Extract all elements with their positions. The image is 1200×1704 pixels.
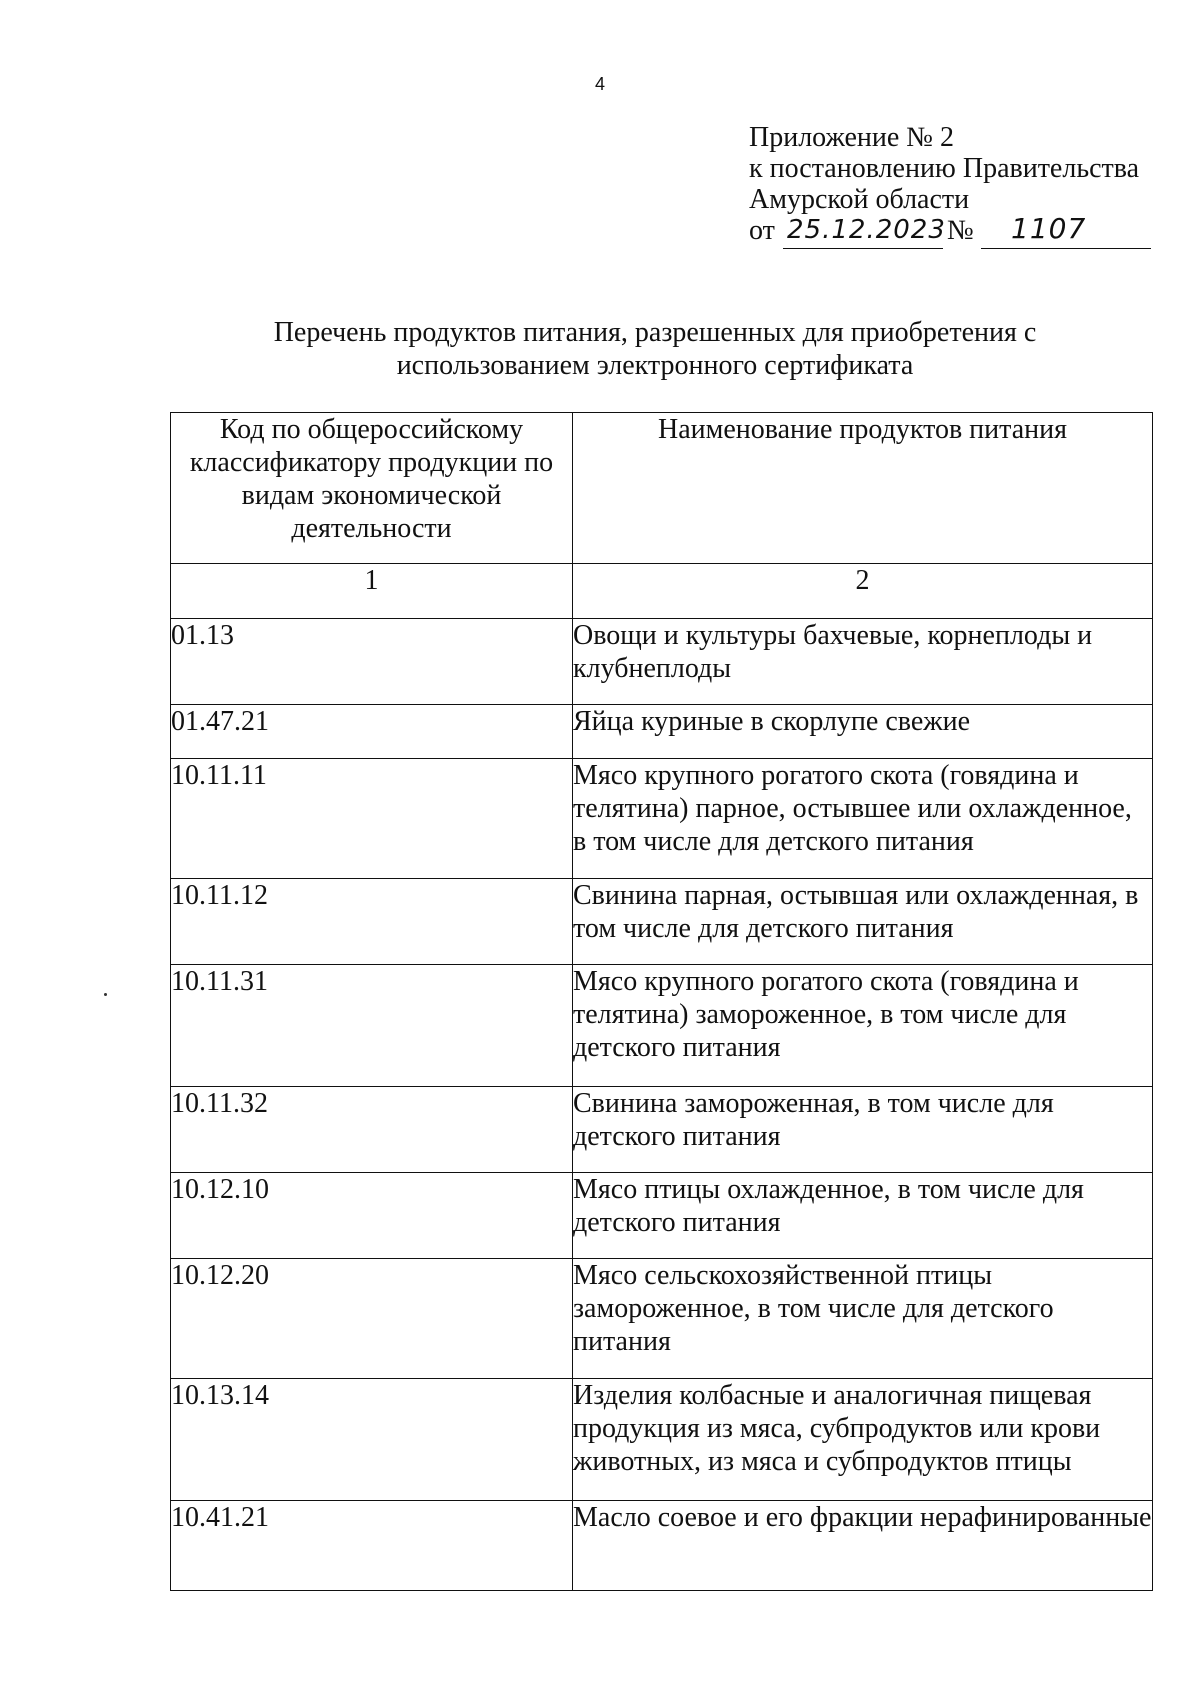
column-number-row [171, 564, 1153, 619]
document-title [200, 316, 1110, 382]
table-row [171, 1087, 1153, 1173]
table-row [171, 879, 1153, 965]
products-table [170, 412, 1153, 1591]
column-number-2: 2 [573, 564, 1153, 619]
handwritten-number: 1107 [1011, 212, 1087, 245]
appendix-date-number-row [749, 212, 1169, 255]
document-title-line-2: использованием электронного сертификата [396, 350, 914, 381]
table-header-row [171, 413, 1153, 564]
appendix-region: Амурской области [749, 184, 970, 215]
date-prefix: от [749, 215, 775, 246]
row-name: Мясо крупного рогатого скота (говядина и телятина) парное, остывшее или охлажденное, в том числе для детского питания [573, 759, 1153, 879]
row-code: 10.11.12 [171, 879, 573, 965]
header-code: Код по общероссийскому классификатору продукции по видам экономической деятельности [171, 413, 573, 564]
table-row [171, 759, 1153, 879]
table-row [171, 619, 1153, 705]
row-name: Свинина парная, остывшая или охлажденная, в том числе для детского питания [573, 879, 1153, 965]
header-name: Наименование продуктов питания [573, 413, 1153, 564]
row-code: 10.41.21 [171, 1501, 573, 1591]
row-code: 10.12.20 [171, 1259, 573, 1379]
row-code: 01.47.21 [171, 705, 573, 759]
table-row [171, 1501, 1153, 1591]
appendix-block [749, 122, 1169, 255]
row-name: Овощи и культуры бахчевые, корнеплоды и клубнеплоды [573, 619, 1153, 705]
table-row [171, 1379, 1153, 1501]
row-code: 10.12.10 [171, 1173, 573, 1259]
row-name: Масло соевое и его фракции нерафинированные [573, 1501, 1153, 1591]
row-code: 10.11.32 [171, 1087, 573, 1173]
row-code: 10.11.11 [171, 759, 573, 879]
table-row [171, 1173, 1153, 1259]
row-code: 10.11.31 [171, 965, 573, 1087]
page-number: 4 [594, 74, 605, 94]
row-name: Мясо крупного рогатого скота (говядина и телятина) замороженное, в том числе для детского питания [573, 965, 1153, 1087]
table-row [171, 1259, 1153, 1379]
row-name: Свинина замороженная, в том числе для детского питания [573, 1087, 1153, 1173]
row-code: 10.13.14 [171, 1379, 573, 1501]
table-row [171, 705, 1153, 759]
document-title-line-1: Перечень продуктов питания, разрешенных для приобретения с [273, 317, 1037, 348]
number-sign: № [947, 215, 974, 246]
row-name: Мясо сельскохозяйственной птицы замороженное, в том числе для детского питания [573, 1259, 1153, 1379]
appendix-title: Приложение № 2 [749, 122, 954, 153]
appendix-reference: к постановлению Правительства [749, 153, 1140, 184]
scan-speck [104, 993, 107, 996]
handwritten-date: 25.12.2023 [787, 215, 946, 245]
row-name: Яйца куриные в скорлупе свежие [573, 705, 1153, 759]
table-row [171, 965, 1153, 1087]
column-number-1: 1 [171, 564, 573, 619]
number-field [981, 212, 1151, 249]
date-field [783, 215, 946, 249]
row-name: Мясо птицы охлажденное, в том числе для детского питания [573, 1173, 1153, 1259]
row-name: Изделия колбасные и аналогичная пищевая продукция из мяса, субпродуктов или крови животных, из мяса и субпродуктов птицы [573, 1379, 1153, 1501]
row-code: 01.13 [171, 619, 573, 705]
